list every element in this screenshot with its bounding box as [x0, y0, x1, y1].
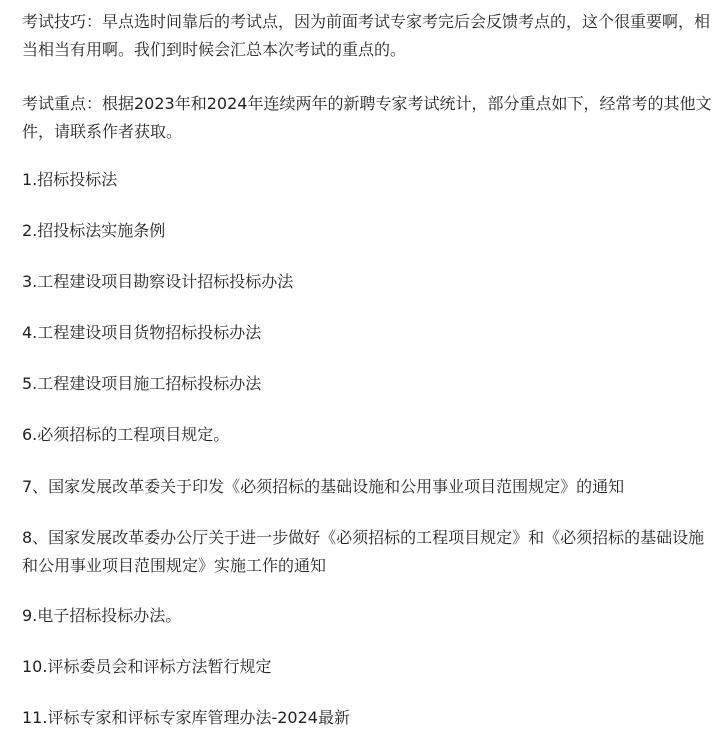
list-item: 1.招标投标法: [22, 170, 118, 189]
exam-tip-paragraph: 考试技巧：早点选时间靠后的考试点，因为前面考试专家考完后会反馈考点的，这个很重要啊，相当相当有用啊。我们到时候会汇总本次考试的重点的。: [22, 12, 711, 59]
list-item: 4.工程建设项目货物招标投标办法: [22, 323, 262, 342]
key-points-intro-paragraph: 考试重点：根据2023年和2024年连续两年的新聘专家考试统计，部分重点如下，经常考的其他文件，请联系作者获取。: [22, 94, 712, 141]
list-item: 3.工程建设项目勘察设计招标投标办法: [22, 272, 294, 291]
list-item: 9.电子招标投标办法。: [22, 606, 182, 625]
list-item: 5.工程建设项目施工招标投标办法: [22, 374, 262, 393]
list-item: 8、国家发展改革委办公厅关于进一步做好《必须招标的工程项目规定》和《必须招标的基础设施和公用事业项目范围规定》实施工作的通知: [22, 528, 705, 575]
list-item: 6.必须招标的工程项目规定。: [22, 425, 230, 444]
list-item: 10.评标委员会和评标方法暂行规定: [22, 657, 272, 676]
list-item: 11.评标专家和评标专家库管理办法-2024最新: [22, 708, 350, 727]
list-item: 7、国家发展改革委关于印发《必须招标的基础设施和公用事业项目范围规定》的通知: [22, 477, 625, 496]
list-item: 2.招投标法实施条例: [22, 221, 166, 240]
